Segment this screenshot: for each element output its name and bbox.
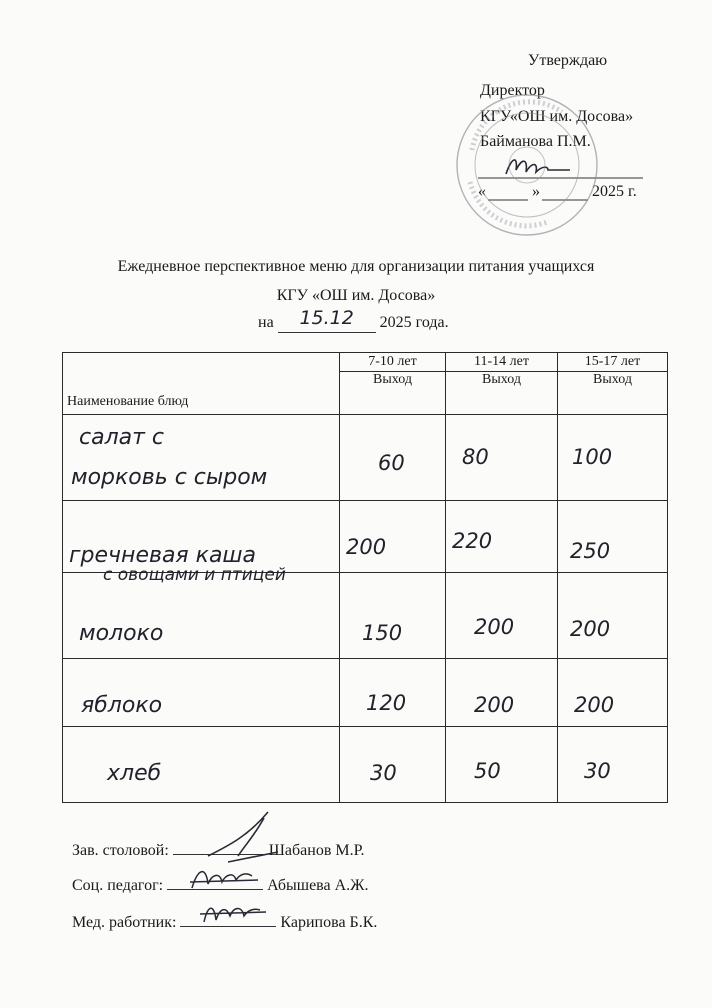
approval-date-mid: » — [532, 183, 540, 200]
dish-name: молоко — [79, 621, 164, 646]
approval-date-open: « — [478, 183, 486, 200]
output-value: 60 — [378, 451, 405, 475]
value-cell — [558, 415, 668, 501]
signature-name: Карипова Б.К. — [280, 914, 378, 931]
approve-word: Утверждаю — [528, 52, 608, 69]
output-value: 150 — [362, 621, 403, 645]
value-cell — [446, 415, 558, 501]
dish-name: гречневая каша — [69, 543, 257, 568]
output-value: 200 — [570, 617, 611, 641]
medical-signature — [196, 898, 276, 932]
table-row — [63, 659, 668, 727]
output-header: Выход — [446, 372, 558, 415]
value-cell — [340, 415, 446, 501]
value-cell — [340, 659, 446, 727]
output-value: 80 — [462, 445, 489, 469]
value-cell — [558, 573, 668, 659]
output-value: 200 — [346, 535, 387, 559]
age-group-header: 11-14 лет — [446, 353, 558, 372]
value-cell — [446, 573, 558, 659]
age-group-header: 7-10 лет — [340, 353, 446, 372]
approver-school: КГУ«ОШ им. Досова» — [480, 108, 634, 125]
output-header: Выход — [558, 372, 668, 415]
table-row — [63, 501, 668, 573]
signature-role: Мед. работник: — [72, 914, 177, 931]
date-handwritten: 15.12 — [299, 307, 354, 329]
value-cell — [446, 659, 558, 727]
dish-cell — [63, 415, 340, 501]
output-value: 100 — [572, 445, 613, 469]
value-cell — [340, 573, 446, 659]
round-stamp — [452, 90, 602, 240]
signature-role: Соц. педагог: — [72, 877, 164, 894]
output-value: 220 — [452, 529, 493, 553]
menu-table — [62, 352, 668, 803]
approval-block — [0, 0, 712, 240]
date-prefix: на — [258, 314, 274, 331]
value-cell — [446, 727, 558, 803]
dish-name: салат с — [79, 425, 165, 450]
value-cell — [558, 501, 668, 573]
table-row — [63, 415, 668, 501]
signature-role: Зав. столовой: — [72, 842, 169, 859]
dish-cell — [63, 727, 340, 803]
output-value: 250 — [570, 539, 611, 563]
value-cell — [340, 727, 446, 803]
dish-name-cont: с овощами и птицей — [103, 565, 286, 585]
value-cell — [340, 501, 446, 573]
output-value: 200 — [474, 615, 515, 639]
approver-position: Директор — [480, 82, 545, 99]
output-value: 50 — [474, 759, 501, 783]
dish-cell — [63, 659, 340, 727]
social-signature — [186, 862, 266, 896]
output-header: Выход — [340, 372, 446, 415]
value-cell — [558, 727, 668, 803]
table-row — [63, 573, 668, 659]
menu-date-line — [258, 307, 449, 333]
output-value: 120 — [366, 691, 407, 715]
signature-name: Шабанов М.Р. — [268, 842, 365, 859]
output-value: 30 — [584, 759, 611, 783]
dish-name: хлеб — [107, 761, 162, 786]
dish-name: яблоко — [81, 693, 163, 718]
table-row — [63, 727, 668, 803]
output-value: 200 — [474, 693, 515, 717]
menu-title-line2: КГУ «ОШ им. Досова» — [276, 287, 436, 304]
dish-cell — [63, 565, 340, 659]
output-value: 30 — [370, 761, 397, 785]
dish-name-cont: морковь с сыром — [71, 465, 268, 490]
value-cell — [558, 659, 668, 727]
output-value: 200 — [574, 693, 615, 717]
canteen-signature — [198, 806, 288, 866]
date-blank — [278, 307, 376, 333]
age-group-header: 15-17 лет — [558, 353, 668, 372]
approval-year: 2025 г. — [592, 183, 637, 200]
signature-name: Абышева А.Ж. — [267, 877, 369, 894]
approver-name: Байманова П.М. — [480, 133, 591, 150]
menu-title-line1: Ежедневное перспективное меню для организации питания учащихся — [117, 258, 595, 275]
value-cell — [446, 501, 558, 573]
dish-name-header: Наименование блюд — [63, 353, 340, 415]
dish-cell — [63, 501, 340, 573]
date-suffix: 2025 года. — [379, 314, 449, 331]
